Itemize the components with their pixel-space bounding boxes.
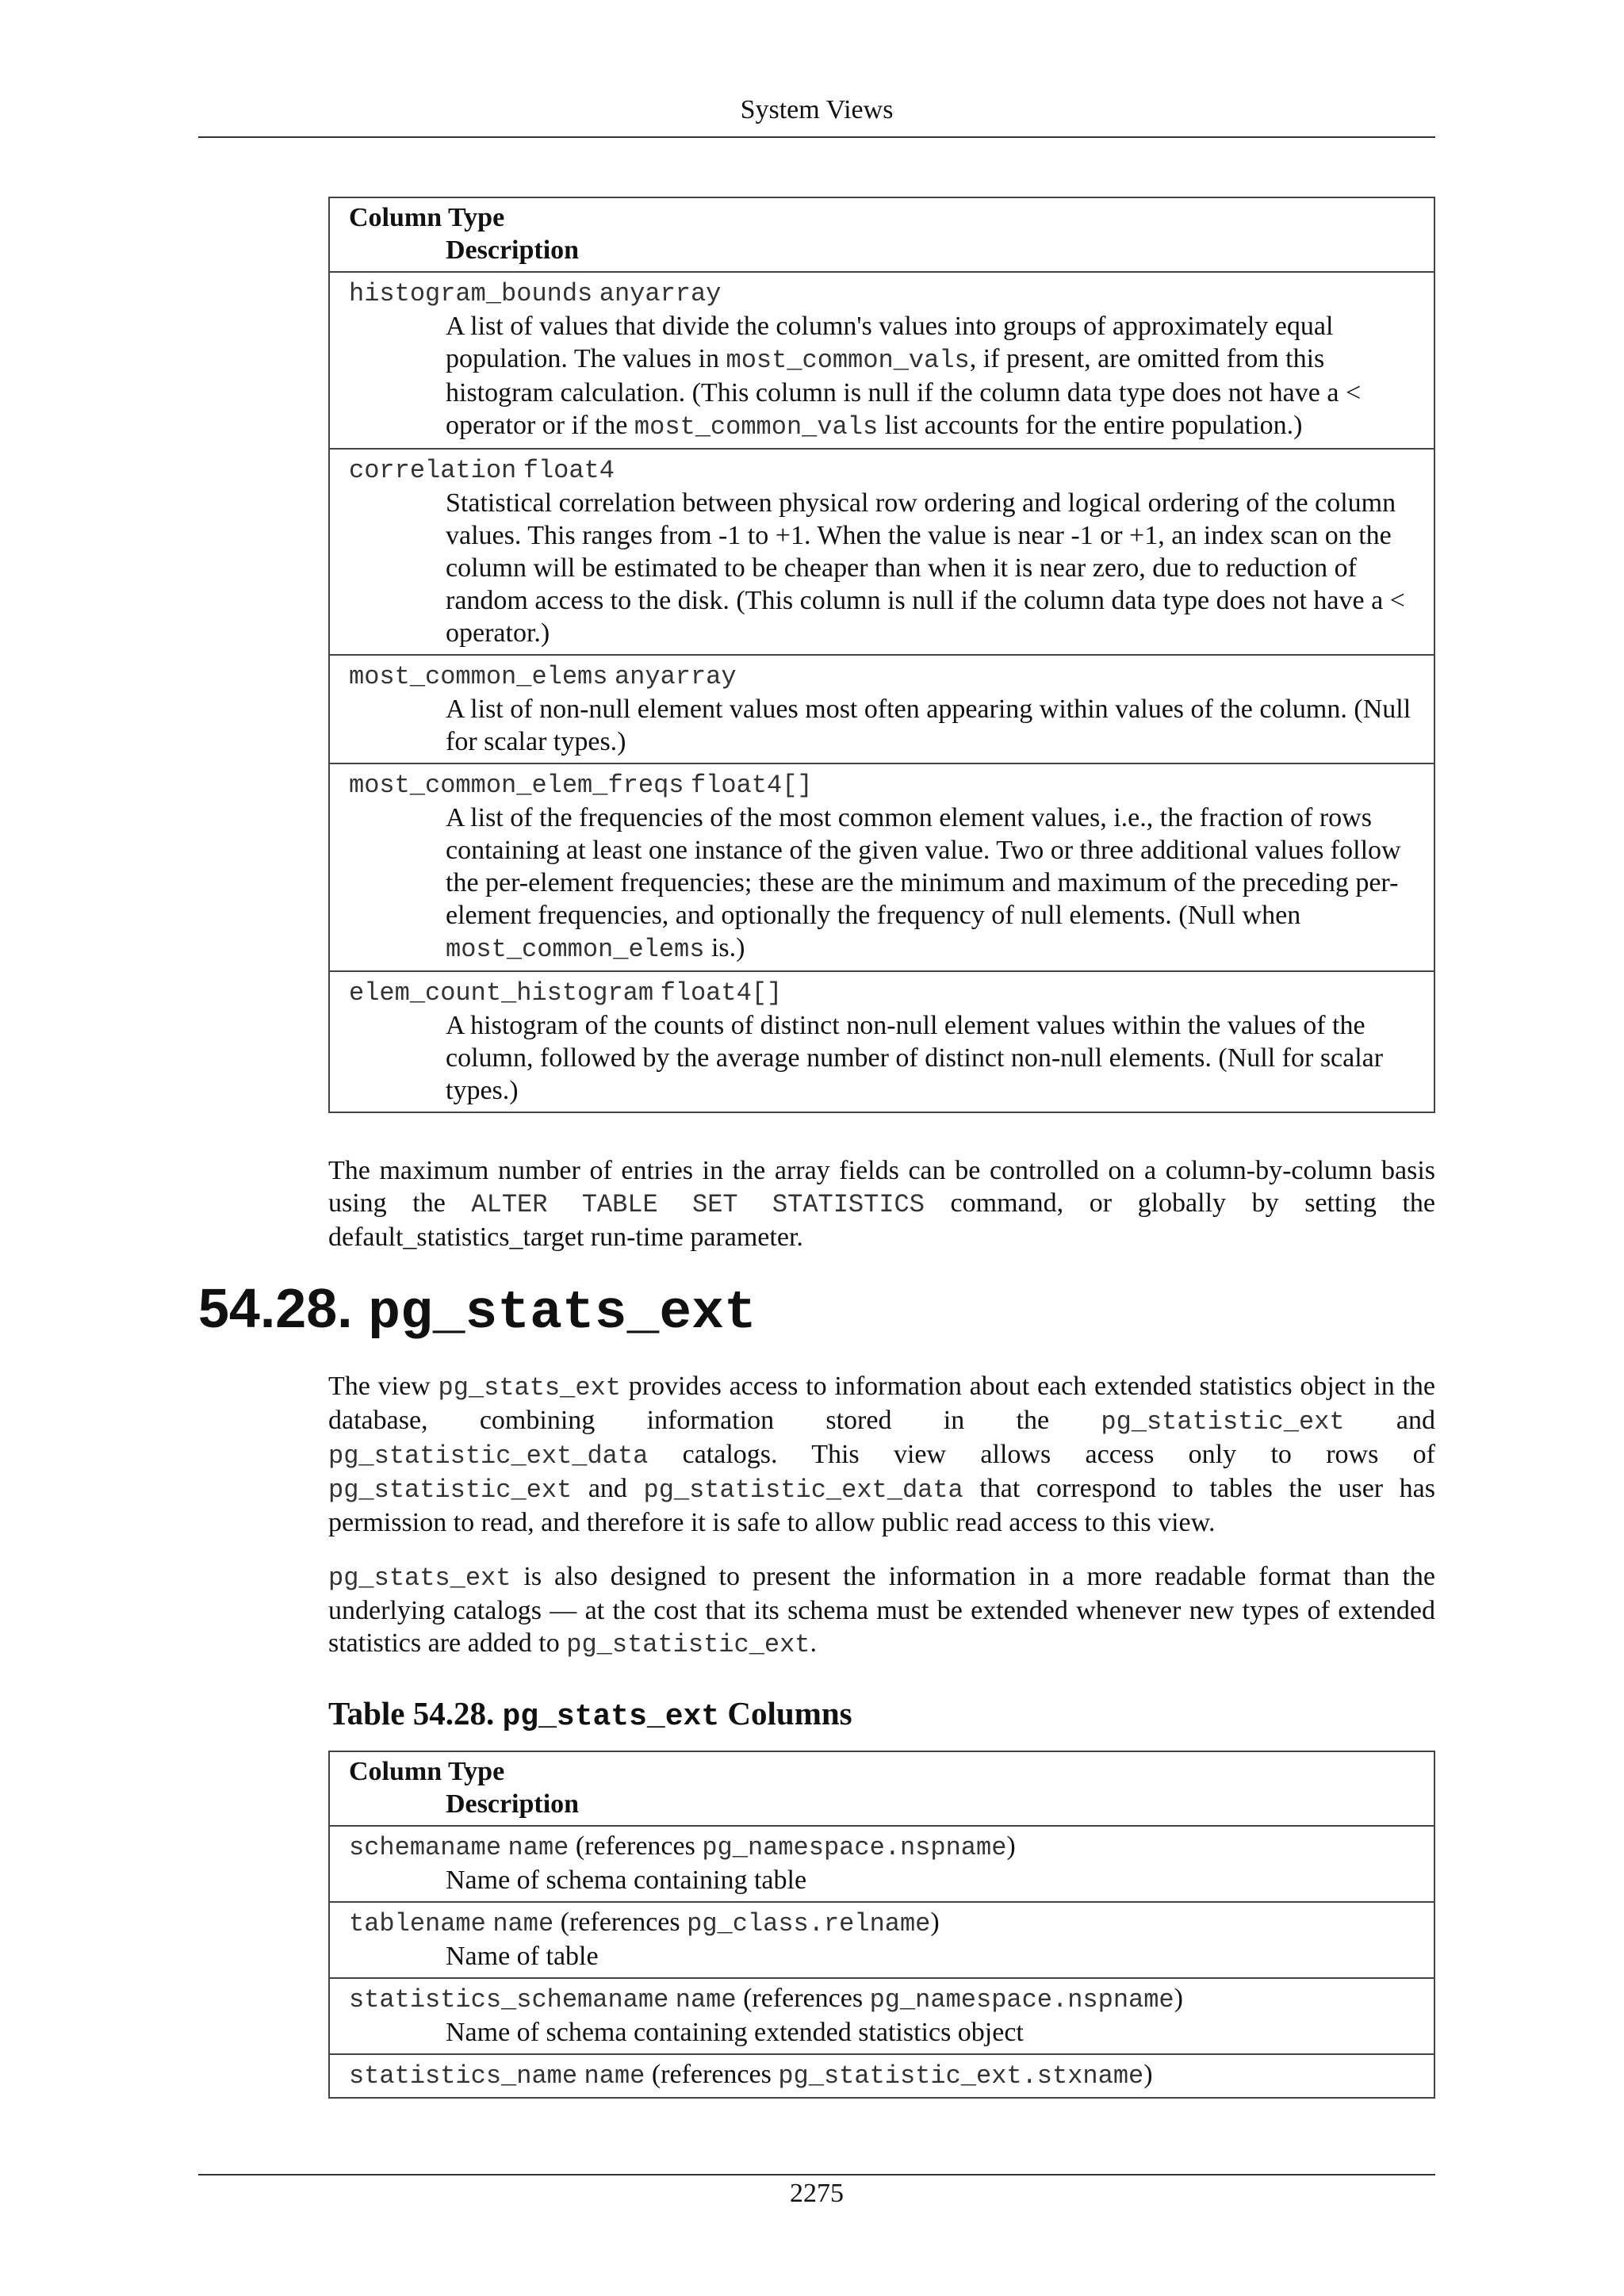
table-row	[329, 2054, 1434, 2098]
column-description	[349, 1940, 1415, 1973]
references-label: (references	[569, 1831, 703, 1861]
inline-code: pg_statistic_ext_data	[643, 1475, 963, 1505]
table-row	[329, 1978, 1434, 2054]
column-signature	[349, 767, 1415, 802]
column-name: elem_count_histogram	[349, 978, 654, 1008]
column-type: float4[]	[690, 771, 813, 800]
inline-code: most_common_vals	[634, 412, 879, 442]
text-run: is also designed to present the information in a more readable format than the underlying catalogs — at the cost that its schema must be extended whenever new types of extended statistics are added to	[328, 1562, 1435, 1658]
text-run: .	[810, 1628, 817, 1658]
column-entry-cell	[329, 1902, 1434, 1978]
array-fields-note	[328, 1154, 1435, 1253]
column-entry-cell	[329, 272, 1434, 449]
table-caption	[328, 1693, 852, 1737]
text-run: and	[1344, 1406, 1435, 1435]
table-row	[329, 1826, 1434, 1902]
references-close: )	[1143, 2060, 1153, 2089]
column-signature	[349, 659, 1415, 693]
text-run: that correspond to tables the user has permission to read, and therefore it is safe to allow public read access to this view.	[328, 1474, 1436, 1537]
column-description	[349, 693, 1415, 758]
column-description	[349, 310, 1415, 443]
table-header-row	[329, 197, 1434, 272]
text-run: , if present, are omitted from this histogram calculation. (This column is null if the column data type does not have a < operator or if the	[446, 344, 1362, 440]
column-signature	[349, 1906, 1415, 1940]
column-type: name	[675, 1985, 737, 2015]
column-description	[349, 2016, 1415, 2049]
inline-code: pg_stats_ext	[328, 1563, 511, 1593]
section-design-paragraph	[328, 1560, 1435, 1661]
columns-table-continued	[328, 197, 1435, 1113]
column-name: correlation	[349, 456, 517, 485]
text-run: list accounts for the entire population.)	[878, 411, 1303, 440]
table-caption-prefix: Table 54.28.	[328, 1695, 503, 1732]
text-run: The view	[328, 1372, 439, 1401]
column-signature	[349, 276, 1415, 310]
column-entry-cell	[329, 655, 1434, 763]
inline-code: pg_stats_ext	[438, 1373, 621, 1402]
inline-code: most_common_vals	[726, 346, 970, 375]
column-entry-cell	[329, 1826, 1434, 1902]
column-name: histogram_bounds	[349, 279, 593, 308]
page-number: 2275	[790, 2179, 844, 2208]
section-intro-paragraph	[328, 1370, 1435, 1539]
text-run: Name of table	[446, 1942, 599, 1971]
table-row	[329, 272, 1434, 449]
text-run: provides access to information about each extended statistics object in the database, combining information stored in the	[328, 1372, 1436, 1435]
column-type: float4[]	[660, 978, 783, 1008]
column-entry-cell	[329, 2054, 1434, 2098]
footer-divider	[198, 2174, 1435, 2175]
header-column-type: Column Type	[349, 1757, 505, 1786]
column-name: tablename	[349, 1909, 486, 1938]
page-header-title: System Views	[740, 95, 894, 124]
inline-code: pg_statistic_ext	[1101, 1407, 1345, 1437]
text-run: Name of schema containing extended statistics object	[446, 2018, 1024, 2047]
text-run: catalogs. This view allows access only to rows of	[648, 1440, 1435, 1469]
references-target: pg_statistic_ext.stxname	[778, 2061, 1144, 2091]
column-name: schemaname	[349, 1833, 502, 1862]
column-type: name	[508, 1833, 569, 1862]
column-name: statistics_name	[349, 2061, 578, 2091]
header-column-type: Column Type	[349, 203, 505, 232]
column-type: name	[584, 2061, 645, 2091]
table-row	[329, 1902, 1434, 1978]
table-row	[329, 449, 1434, 655]
column-type: name	[492, 1909, 554, 1938]
text-run: A list of non-null element values most often appearing within values of the column. (Null for scalar types.)	[446, 695, 1411, 756]
column-signature	[349, 453, 1415, 487]
table-row	[329, 971, 1434, 1112]
inline-code: most_common_elems	[446, 935, 705, 964]
references-target: pg_namespace.nspname	[869, 1985, 1174, 2015]
section-view-name: pg_stats_ext	[368, 1283, 756, 1344]
inline-code: ALTER TABLE SET STATISTICS	[471, 1190, 925, 1219]
table-caption-suffix: Columns	[719, 1695, 852, 1732]
column-type: anyarray	[599, 279, 722, 308]
column-signature	[349, 975, 1415, 1009]
inline-code: pg_statistic_ext	[566, 1630, 810, 1659]
inline-code: pg_statistic_ext_data	[328, 1441, 649, 1471]
text-run: Name of schema containing table	[446, 1866, 807, 1895]
references-target: pg_class.relname	[687, 1909, 931, 1938]
table-header-row	[329, 1751, 1434, 1826]
text-run: Statistical correlation between physical row ordering and logical ordering of the column values. This ranges from -1 to +1. When the value is near -1 or +1, an index scan on the column will be estimated to be cheaper than when it is near zero, due to reduction of random access to the disk. (This column is null if the column data type does not have a < operator.)	[446, 488, 1405, 648]
references-label: (references	[736, 1984, 870, 2013]
text-run: A histogram of the counts of distinct non-null element values within the values of the column, followed by the average number of distinct non-null elements. (Null for scalar types.)	[446, 1011, 1384, 1105]
column-signature	[349, 1830, 1415, 1864]
column-description	[349, 1009, 1415, 1107]
column-signature	[349, 1982, 1415, 2016]
column-signature	[349, 2058, 1415, 2092]
references-label: (references	[553, 1908, 688, 1937]
pg-stats-ext-columns-table	[328, 1751, 1435, 2099]
header-divider	[198, 136, 1435, 138]
column-entry-cell	[329, 971, 1434, 1112]
references-close: )	[1174, 1984, 1183, 2013]
references-close: )	[1006, 1831, 1016, 1861]
inline-code: pg_statistic_ext	[328, 1475, 573, 1505]
references-label: (references	[645, 2060, 779, 2089]
text-run: and	[572, 1474, 644, 1503]
column-description	[349, 802, 1415, 966]
column-entry-cell	[329, 1978, 1434, 2054]
table-row	[329, 655, 1434, 763]
column-description	[349, 487, 1415, 649]
text-run: A list of values that divide the column's values into groups of approximately equal population. The values in	[446, 312, 1334, 373]
table-header-cell	[329, 1751, 1434, 1826]
table-caption-code: pg_stats_ext	[502, 1700, 720, 1734]
column-type: float4	[523, 456, 615, 485]
column-entry-cell	[329, 449, 1434, 655]
text-run: The maximum number of entries in the array fields can be controlled on a column-by-column basis using the	[328, 1156, 1435, 1218]
references-target: pg_namespace.nspname	[702, 1833, 1007, 1862]
column-name: most_common_elem_freqs	[349, 771, 684, 800]
text-run: A list of the frequencies of the most common element values, i.e., the fraction of rows containing at least one instance of the given value. Two or three additional values follow the per-element frequencies; these are the minimum and maximum of the preceding per-element frequencies, and optionally the frequency of null elements. (Null when	[446, 803, 1401, 930]
section-number: 54.28.	[198, 1277, 353, 1339]
column-name: most_common_elems	[349, 662, 608, 691]
header-description: Description	[446, 1789, 580, 1819]
section-heading	[198, 1275, 756, 1347]
column-type: anyarray	[614, 662, 737, 691]
column-entry-cell	[329, 763, 1434, 971]
table-row	[329, 763, 1434, 971]
references-close: )	[930, 1908, 940, 1937]
text-run: command, or globally by setting the default_statistics_target run-time parameter.	[328, 1188, 1436, 1252]
header-description: Description	[446, 235, 580, 265]
text-run: is.)	[704, 933, 745, 962]
table-header-cell	[329, 197, 1434, 272]
column-name: statistics_schemaname	[349, 1985, 669, 2015]
column-description	[349, 1864, 1415, 1896]
